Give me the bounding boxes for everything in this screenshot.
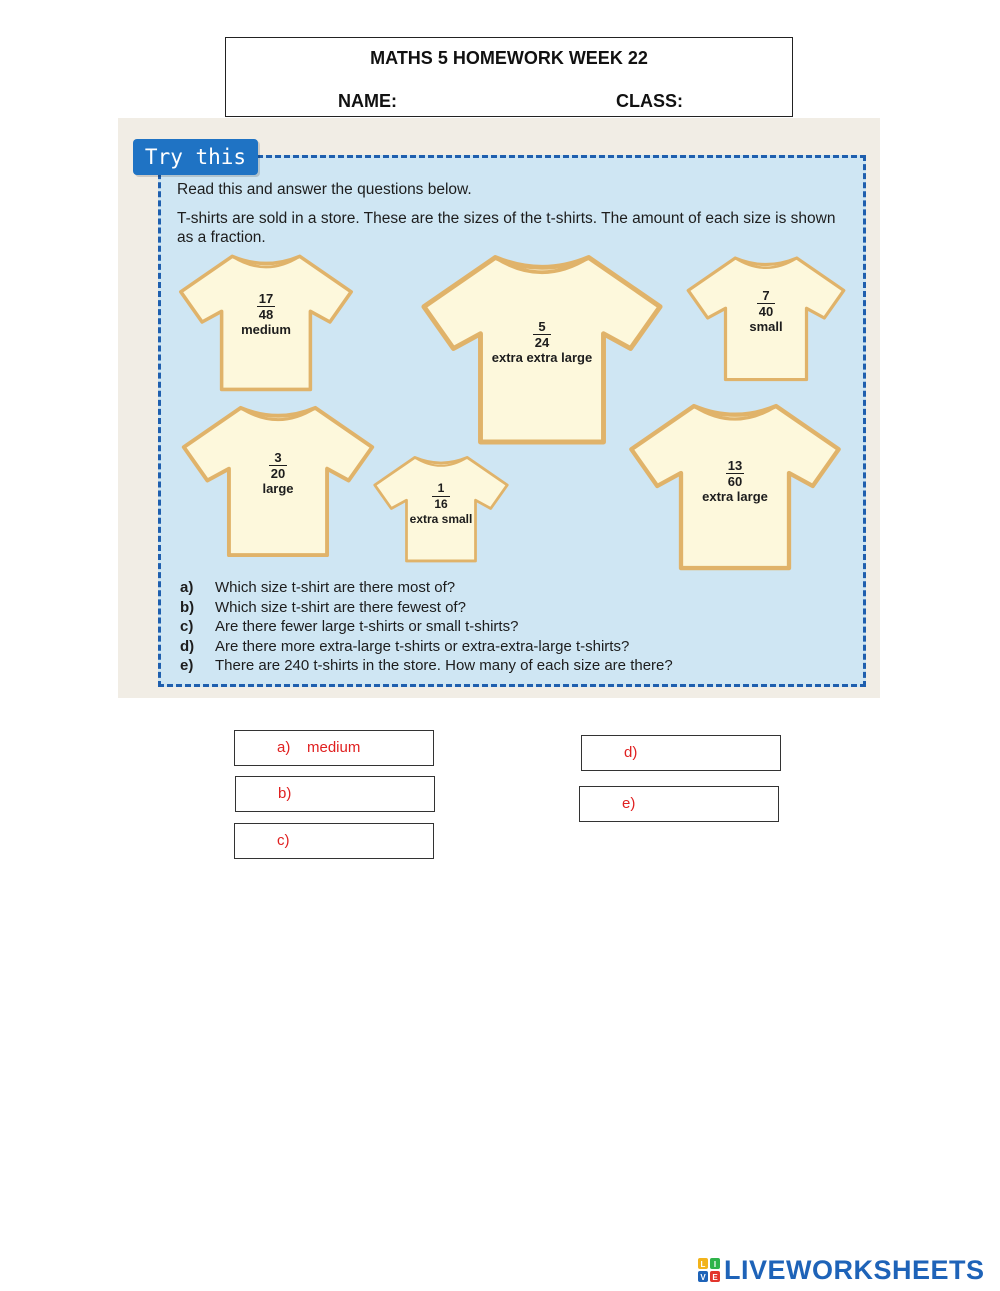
logo-text: LIVEWORKSHEETS [724, 1254, 985, 1285]
answer-field-a[interactable] [234, 730, 434, 766]
question-item [180, 578, 673, 598]
answer-label: b) [278, 785, 292, 802]
answer-field-e[interactable] [579, 786, 779, 822]
fraction-denominator: 20 [270, 466, 286, 481]
answer-label: c) [277, 832, 290, 849]
fraction-numerator: 13 [727, 458, 743, 473]
tshirt-extra-small [372, 451, 510, 566]
problem-statement: T-shirts are sold in a store. These are the sizes of the t-shirts. The amount of each size is shown as a fraction. [177, 210, 836, 246]
logo-mark-letter: E [712, 1273, 718, 1282]
answer-label: a) [277, 739, 291, 756]
size-label: medium [241, 322, 291, 337]
logo-mark-letter: L [700, 1260, 706, 1269]
size-label: extra extra large [491, 350, 593, 365]
try-this-tab: Try this [133, 139, 258, 175]
question-item [180, 598, 673, 618]
question-text: Are there fewer large t-shirts or small t-shirts? [215, 618, 519, 635]
question-letter: e) [180, 657, 194, 674]
size-label: extra small [409, 512, 473, 526]
fraction-denominator: 40 [758, 304, 774, 319]
worksheet-title: MATHS 5 HOMEWORK WEEK 22 [370, 48, 648, 68]
answer-label: e) [622, 795, 636, 812]
question-text: Are there more extra-large t-shirts or extra-extra-large t-shirts? [215, 637, 630, 655]
logo-mark-letter: V [700, 1273, 706, 1282]
answer-value: medium [307, 739, 361, 756]
fraction [269, 450, 287, 481]
question-text: Which size t-shirt are there fewest of? [215, 598, 466, 616]
header-box [225, 37, 793, 117]
question-item [180, 656, 673, 676]
fraction [726, 458, 744, 489]
size-label: small [749, 319, 783, 334]
fraction-denominator: 60 [727, 474, 743, 489]
logo-mark-icon [697, 1257, 721, 1283]
answer-field-b[interactable] [235, 776, 435, 812]
fraction [432, 481, 449, 512]
question-letter: c) [180, 618, 194, 635]
question-item [180, 617, 673, 637]
size-label: large [262, 481, 294, 496]
question-letter: a) [180, 579, 194, 596]
liveworksheets-logo [697, 1255, 985, 1285]
tshirt-medium [177, 251, 355, 393]
question-text: Which size t-shirt are there most of? [215, 579, 456, 596]
tshirt-extra-large [627, 398, 843, 574]
class-label: CLASS: [616, 91, 683, 111]
instruction-text: Read this and answer the questions below. [177, 181, 472, 198]
question-letter: d) [180, 637, 195, 655]
tshirt-small [685, 253, 847, 383]
question-text: There are 240 t-shirts in the store. How many of each size are there? [215, 657, 673, 674]
fraction-numerator: 1 [432, 481, 449, 497]
fraction-denominator: 16 [434, 497, 448, 511]
question-item [180, 637, 673, 657]
fraction [533, 319, 551, 350]
answer-label: d) [624, 744, 638, 761]
answer-field-d[interactable] [581, 735, 781, 771]
fraction-denominator: 48 [258, 307, 274, 322]
question-letter: b) [180, 598, 195, 616]
fraction-numerator: 17 [258, 291, 274, 306]
answer-field-c[interactable] [234, 823, 434, 859]
fraction-numerator: 3 [269, 450, 287, 466]
logo-mark-letter: I [713, 1260, 717, 1269]
question-list [180, 578, 673, 676]
name-label: NAME: [338, 91, 397, 111]
fraction [757, 288, 775, 319]
fraction-denominator: 24 [534, 335, 550, 350]
fraction-numerator: 5 [533, 319, 551, 335]
tshirt-large [179, 402, 377, 559]
fraction-numerator: 7 [757, 288, 775, 304]
fraction [257, 291, 275, 322]
size-label: extra large [702, 489, 768, 504]
